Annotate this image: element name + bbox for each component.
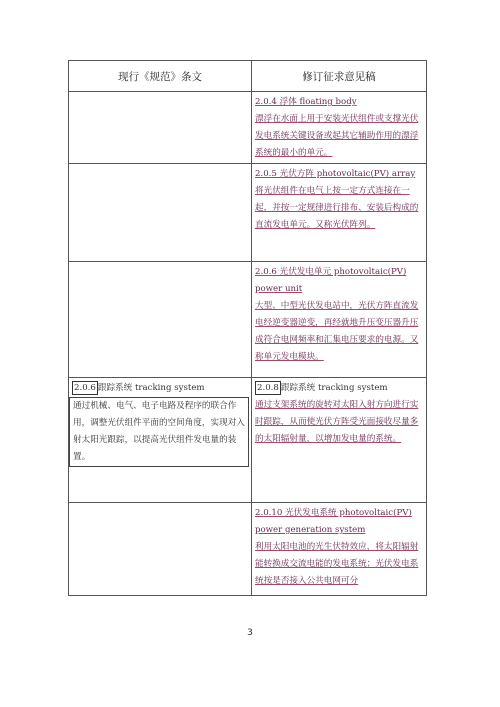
current-code-cell-empty <box>69 262 252 378</box>
table-row <box>69 378 427 503</box>
entry-body: 将光伏组件在电气上按一定方式连接在一起，并按一定规律进行排布、安装后构成的直流发电单元。又称光伏阵列。 <box>255 186 419 230</box>
current-code-cell-empty <box>69 503 252 596</box>
table-header-row <box>69 61 427 92</box>
comparison-table <box>68 60 427 596</box>
revision-cell <box>252 262 427 378</box>
header-revision-draft: 修订征求意见稿 <box>252 61 427 92</box>
revision-cell <box>252 378 427 503</box>
clause-number: 2.0.8 <box>257 383 279 393</box>
revision-cell <box>252 92 427 164</box>
page-number: 3 <box>247 628 253 638</box>
entry-heading: 2.0.10 光伏发电系统 photovoltaic(PV) power generation system <box>255 508 412 535</box>
header-current-code: 现行《规范》条文 <box>69 61 252 92</box>
entry-heading: 2.0.4 浮体 floating body <box>255 97 357 107</box>
entry-body: 利用太阳电池的光生伏特效应，将太阳辐射能转换成交流电能的发电系统；光伏发电系统按是否接入公共电网可分 <box>255 542 419 586</box>
current-code-cell <box>69 378 252 503</box>
entry-body: 大型、中型光伏发电站中，光伏方阵直流发电经逆变器逆变，再经就地升压变压器升压成符合电网频率和汇集电压要求的电源。又称单元发电模块。 <box>255 301 419 362</box>
entry-heading: 跟踪系统 tracking system <box>280 383 388 393</box>
revision-cell <box>252 503 427 596</box>
entry-body: 通过机械、电气、电子电路及程序的联合作用，调整光伏组件平面的空间角度，实现对入射太阳光跟踪，以提高光伏组件发电量的装置。 <box>69 397 249 467</box>
entry-body: 漂浮在水面上用于安装光伏组件或支撑光伏发电系统关键设备或起其它辅助作用的漂浮系统的最小的单元。 <box>255 114 419 158</box>
table-row <box>69 164 427 262</box>
entry-heading: 跟踪系统 tracking system <box>97 383 205 393</box>
revision-cell <box>252 164 427 262</box>
entry-heading: 2.0.6 光伏发电单元 photovoltaic(PV) power unit <box>255 267 407 294</box>
entry-body: 通过支架系统的旋转对太阳入射方向进行实时跟踪，从而使光伏方阵受光面接收尽量多的太阳辐射量，以增加发电量的系统。 <box>255 400 419 444</box>
clause-number: 2.0.6 <box>74 383 96 393</box>
current-code-cell-empty <box>69 164 252 262</box>
entry-heading: 2.0.5 光伏方阵 photovoltaic(PV) array <box>255 169 416 179</box>
table-row <box>69 92 427 164</box>
table-row <box>69 262 427 378</box>
current-code-cell-empty <box>69 92 252 164</box>
table-row <box>69 503 427 596</box>
